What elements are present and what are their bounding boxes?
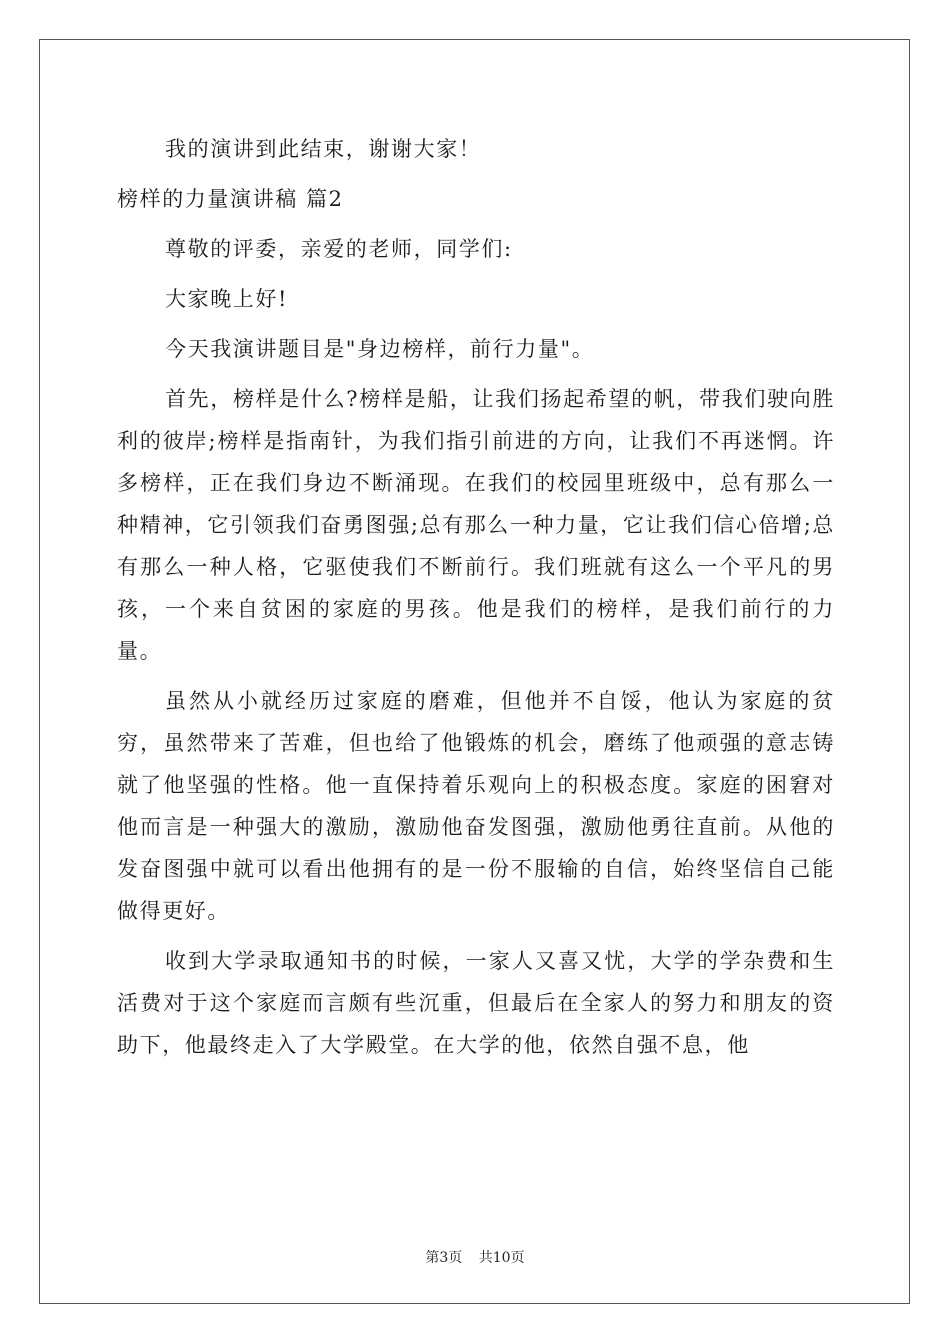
closing-line: 我的演讲到此结束，谢谢大家！ — [165, 137, 482, 161]
page-number: 第3页 — [425, 1250, 463, 1266]
topic-line: 今天我演讲题目是"身边榜样，前行力量"。 — [165, 337, 595, 361]
salutation: 尊敬的评委，亲爱的老师，同学们: — [165, 237, 513, 261]
body-paragraph-2: 虽然从小就经历过家庭的磨难，但他并不自馁，他认为家庭的贫穷，虽然带来了苦难，但也给了他锻炼的机会，磨练了他顽强的意志铸就了他坚强的性格。他一直保持着乐观向上的积极态度。家庭的困窘对他而言是一种强大的激励，激励他奋发图强，激励他勇往直前。从他的发奋图强中就可以看出他拥有的是一份不服输的自信，始终坚信自己能做得更好。 — [117, 689, 835, 923]
page-footer — [0, 1247, 950, 1267]
section-title: 榜样的力量演讲稿 篇2 — [117, 187, 344, 211]
greeting: 大家晚上好! — [165, 287, 289, 311]
body-paragraph-1: 首先，榜样是什么?榜样是船，让我们扬起希望的帆，带我们驶向胜利的彼岸;榜样是指南针，为我们指引前进的方向，让我们不再迷惘。许多榜样，正在我们身边不断涌现。在我们的校园里班级中，总有那么一种精神，它引领我们奋勇图强;总有那么一种力量，它让我们信心倍增;总有那么一种人格，它驱使我们不断前行。我们班就有这么一个平凡的男孩，一个来自贫困的家庭的男孩。他是我们的榜样，是我们前行的力量。 — [117, 387, 835, 663]
document-body — [117, 128, 835, 1066]
body-paragraph-3: 收到大学录取通知书的时候，一家人又喜又忧，大学的学杂费和生活费对于这个家庭而言颇有些沉重，但最后在全家人的努力和朋友的资助下，他最终走入了大学殿堂。在大学的他，依然自强不息，他 — [117, 949, 835, 1057]
page-total: 共10页 — [478, 1250, 525, 1266]
